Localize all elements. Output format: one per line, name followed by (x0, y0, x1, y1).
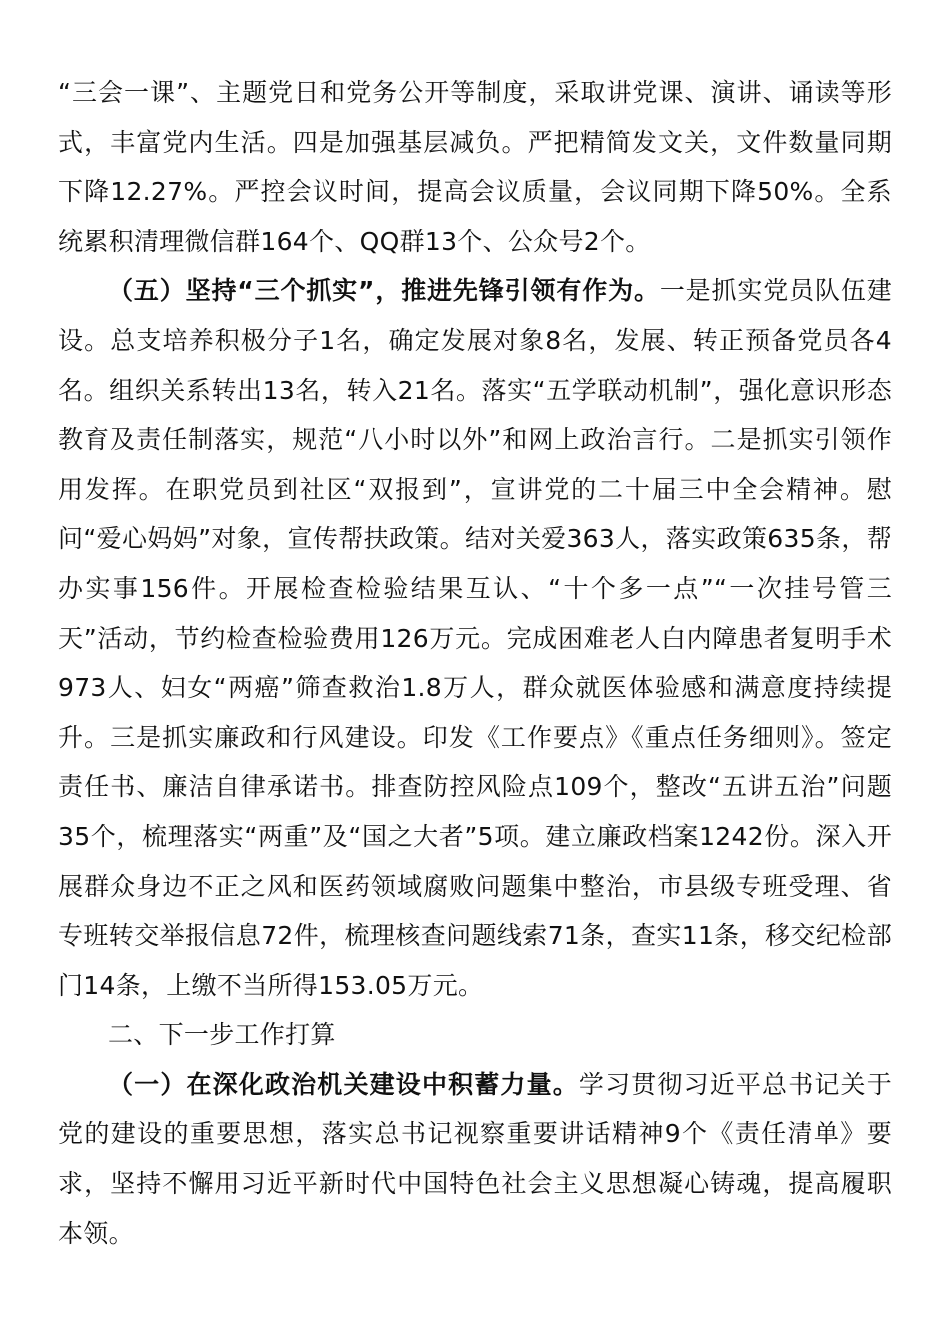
section-heading-five: （五）坚持“三个抓实”，推进先锋引领有作为。 (108, 276, 660, 306)
section-title-text: 二、下一步工作打算 (108, 1020, 336, 1050)
section-heading-one: （一）在深化政治机关建设中积蓄力量。 (108, 1069, 579, 1099)
document-page (58, 68, 892, 1258)
paragraph-political-organ-building (58, 1060, 892, 1258)
section-title-next-steps (58, 1010, 892, 1060)
paragraph-three-solid-measures (58, 266, 892, 1010)
paragraph-text: “三会一课”、主题党日和党务公开等制度，采取讲党课、演讲、诵读等形式，丰富党内生活。四是加强基层减负。严把精简发文关，文件数量同期下降12.27%。严控会议时间，提高会议质量，会议同期下降50%。全系统累积清理微信群164个、QQ群13个、公众号2个。 (58, 78, 892, 256)
paragraph-text: 一是抓实党员队伍建设。总支培养积极分子1名，确定发展对象8名，发展、转正预备党员各4名。组织关系转出13名，转入21名。落实“五学联动机制”，强化意识形态教育及责任制落实，规范“八小时以外”和网上政治言行。二是抓实引领作用发挥。在职党员到社区“双报到”，宣讲党的二十届三中全会精神。慰问“爱心妈妈”对象，宣传帮扶政策。结对关爱363人，落实政策635条，帮办实事156件。开展检查检验结果互认、“十个多一点”“一次挂号管三天”活动，节约检查检验费用126万元。完成困难老人白内障患者复明手术973人、妇女“两癌”筛查救治1.8万人，群众就医体验感和满意度持续提升。三是抓实廉政和行风建设。印发《工作要点》《重点任务细则》。签定责任书、廉洁自律承诺书。排查防控风险点109个，整改“五讲五治”问题35个，梳理落实“两重”及“国之大者”5项。建立廉政档案1242份。深入开展群众身边不正之风和医药领域腐败问题集中整治，市县级专班受理、省专班转交举报信息72件，梳理核查问题线索71条，查实11条，移交纪检部门14条，上缴不当所得153.05万元。 (58, 276, 893, 1000)
paragraph-text: 学习贯彻习近平总书记关于党的建设的重要思想，落实总书记视察重要讲话精神9个《责任清单》要求，坚持不懈用习近平新时代中国特色社会主义思想凝心铸魂，提高履职本领。 (58, 1069, 892, 1248)
paragraph-party-life-and-burden-reduction (58, 68, 892, 266)
